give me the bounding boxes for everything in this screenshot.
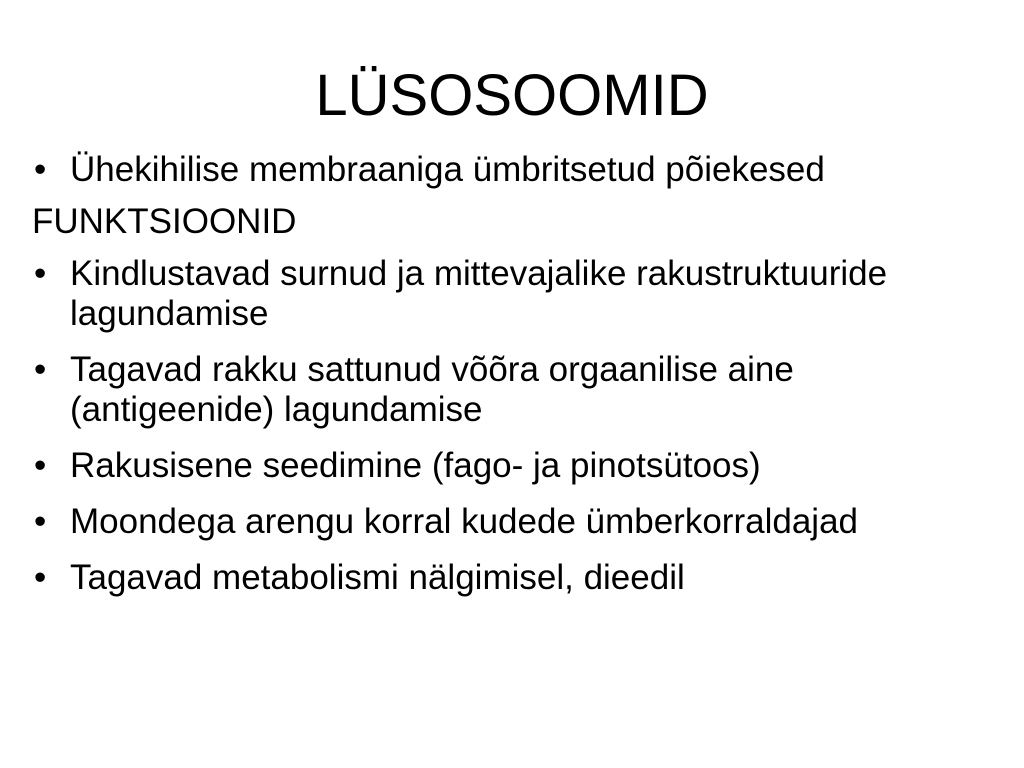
bullet-text: Ühekihilise membraaniga ümbritsetud põiekesed [70, 150, 825, 189]
bullet-text: Kindlustavad surnud ja mittevajalike rakustruktuuride lagundamise [70, 254, 888, 333]
bullet-text: Rakusisene seedimine (fago- ja pinotsütoos) [70, 446, 761, 485]
slide-title: LÜSOSOOMID [315, 63, 709, 128]
bullet-icon: • [34, 446, 47, 485]
bullet-icon: • [34, 350, 47, 389]
bullet-item [32, 558, 992, 598]
bullet-item [32, 502, 992, 542]
bullet-text: Tagavad metabolismi nälgimisel, dieedil [70, 558, 685, 597]
bullet-text: Moondega arengu korral kudede ümberkorraldajad [70, 502, 858, 541]
bullet-item [32, 446, 992, 486]
section-heading: FUNKTSIOONID [32, 202, 297, 241]
bullet-item [32, 150, 992, 190]
bullet-item [32, 254, 992, 334]
bullet-text: Tagavad rakku sattunud võõra orgaanilise aine (antigeenide) lagundamise [70, 350, 794, 429]
bullet-item [32, 350, 992, 430]
bullet-icon: • [34, 150, 47, 189]
bullet-icon: • [34, 502, 47, 541]
slide-body [32, 150, 992, 614]
bullet-icon: • [34, 254, 47, 293]
bullet-icon: • [34, 558, 47, 597]
